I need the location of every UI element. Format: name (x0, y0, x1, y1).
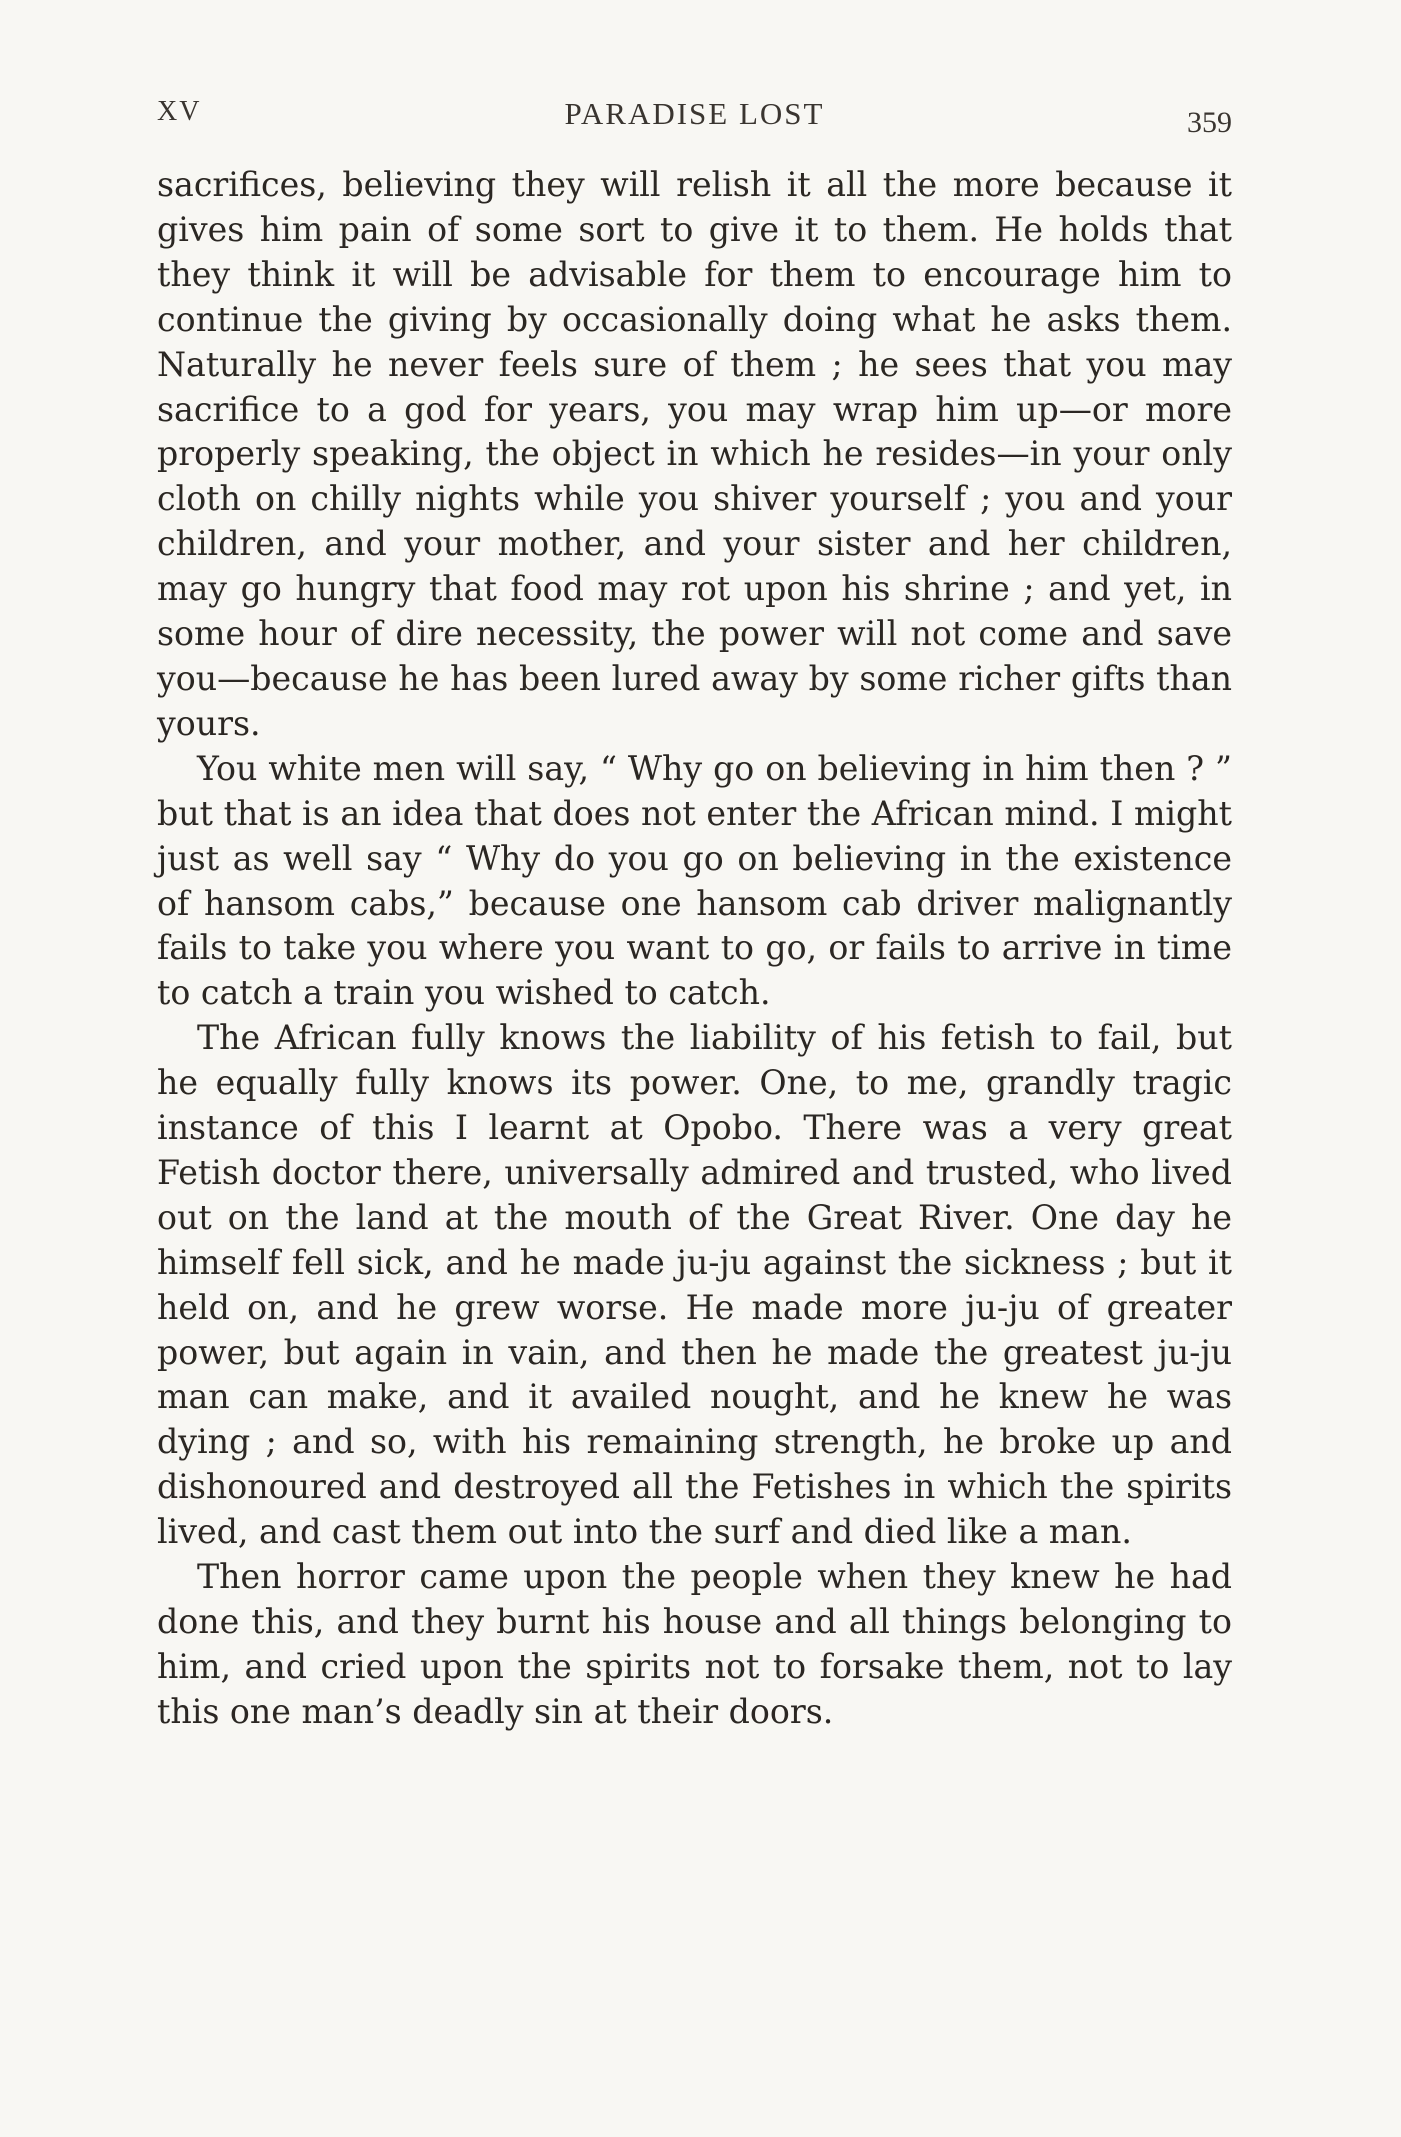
body-text (157, 163, 1232, 1735)
paragraph: You white men will say, “ Why go on believing in him then ? ” but that is an idea that does not enter the African mind. I might just as well say “ Why do you go on believing in the existence of hansom cabs,” because one hansom cab driver malignantly fails to take you where you want to go, or fails to arrive in time to catch a train you wished to catch. (157, 748, 1232, 1013)
paragraph: sacrifices, believing they will relish it all the more because it gives him pain of some sort to give it to them. He holds that they think it will be advisable for them to encourage him to continue the giving by occasionally doing what he asks them. Naturally he never feels sure of them ; he sees that you may sacrifice to a god for years, you may wrap him up—or more properly speaking, the object in which he resides—in your only cloth on chilly nights while you shiver yourself ; you and your children, and your mother, and your sister and her children, may go hungry that food may rot upon his shrine ; and yet, in some hour of dire necessity, the power will not come and save you—because he has been lured away by some richer gifts than yours. (157, 165, 1232, 743)
running-title: PARADISE LOST (564, 96, 825, 131)
paragraph: The African fully knows the liability of his fetish to fail, but he equally fully knows its power. One, to me, grandly tragic instance of this I learnt at Opobo. There was a very great Fetish doctor there, universally admired and trusted, who lived out on the land at the mouth of the Great River. One day he himself fell sick, and he made ju-ju against the sickness ; but it held on, and he grew worse. He made more ju-ju of greater power, but again in vain, and then he made the greatest ju-ju man can make, and it availed nought, and he knew he was dying ; and so, with his remaining strength, he broke up and dishonoured and destroyed all the Fetishes in which the spirits lived, and cast them out into the surf and died like a man. (157, 1018, 1232, 1552)
page-number: 359 (1187, 106, 1232, 139)
chapter-number: XV (157, 96, 202, 127)
running-head (157, 96, 1232, 146)
paragraph: Then horror came upon the people when they knew he had done this, and they burnt his house and all things belonging to him, and cried upon the spirits not to forsake them, not to lay this one man’s deadly sin at their doors. (157, 1557, 1232, 1731)
